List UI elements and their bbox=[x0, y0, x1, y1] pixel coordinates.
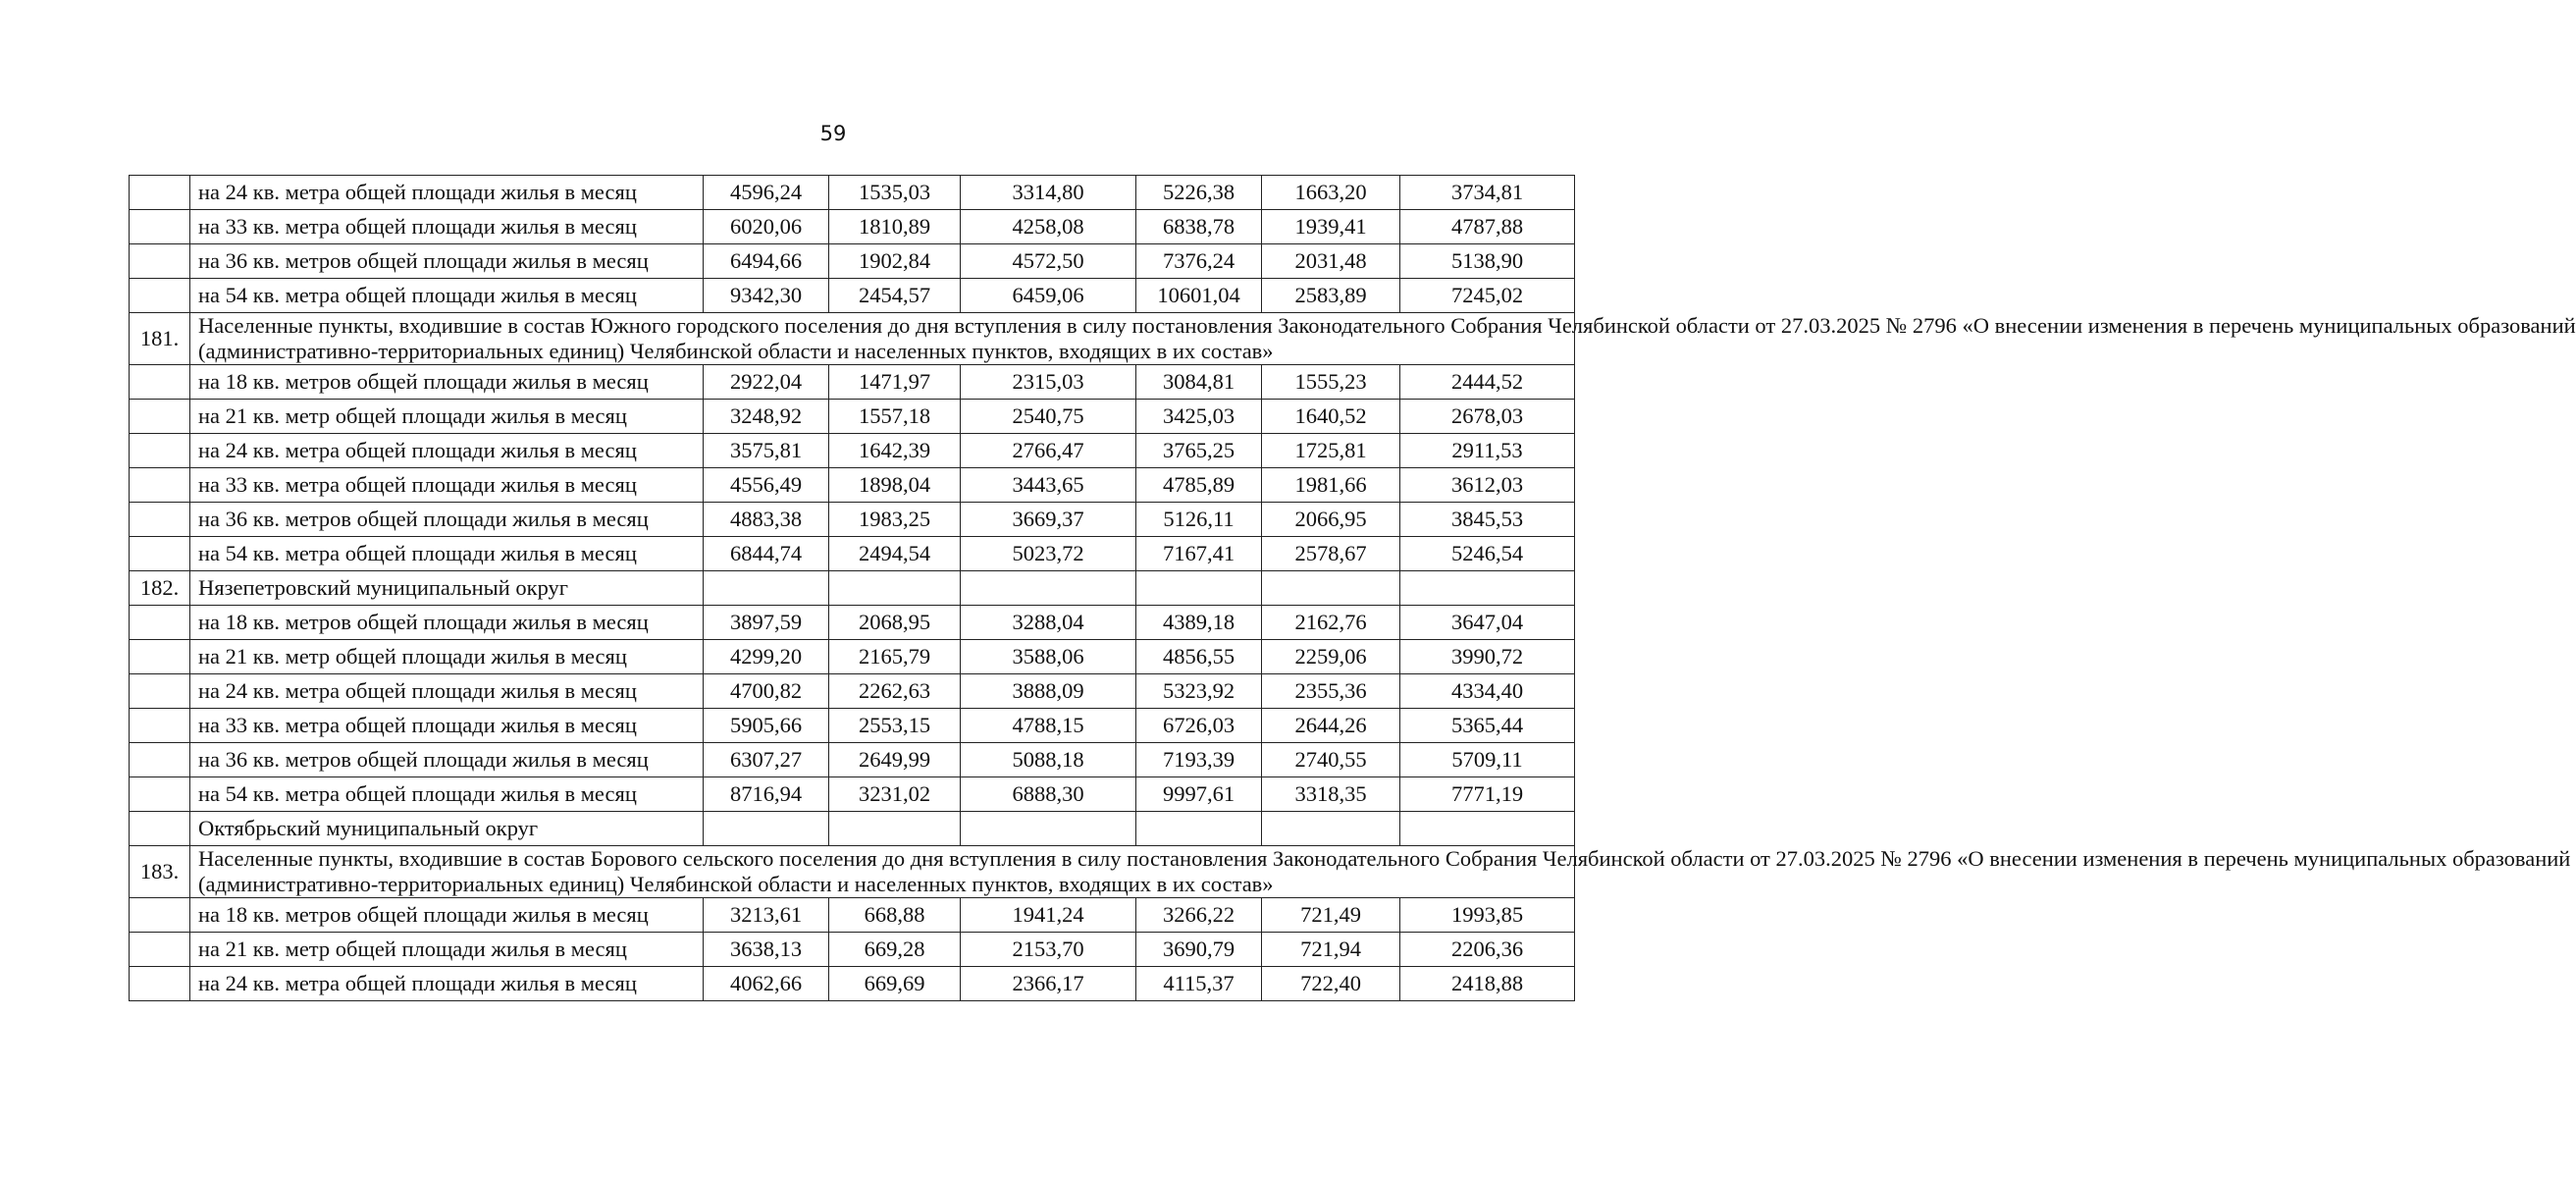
section-description bbox=[190, 846, 2571, 898]
row-number bbox=[130, 967, 190, 1001]
value-cell: 2766,47 bbox=[961, 434, 1136, 468]
value-cell bbox=[704, 571, 829, 606]
row-label: на 36 кв. метров общей площади жилья в месяц bbox=[190, 503, 704, 537]
row-number bbox=[130, 468, 190, 503]
table-row bbox=[130, 279, 1575, 313]
table-row bbox=[130, 434, 1575, 468]
section-header-row bbox=[130, 846, 1575, 898]
row-number: 183. bbox=[130, 846, 190, 898]
value-cell bbox=[1400, 812, 1575, 846]
value-cell bbox=[961, 571, 1136, 606]
value-cell: 1555,23 bbox=[1262, 365, 1400, 400]
value-cell: 3213,61 bbox=[704, 898, 829, 933]
row-label: Нязепетровский муниципальный округ bbox=[190, 571, 704, 606]
row-label: на 24 кв. метра общей площади жилья в месяц bbox=[190, 176, 704, 210]
value-cell bbox=[1400, 571, 1575, 606]
value-cell: 2262,63 bbox=[829, 674, 961, 709]
table-body bbox=[130, 176, 2576, 1001]
table-row bbox=[130, 244, 1575, 279]
value-cell bbox=[829, 812, 961, 846]
value-cell: 5323,92 bbox=[1136, 674, 1262, 709]
value-cell: 10601,04 bbox=[1136, 279, 1262, 313]
value-cell: 722,40 bbox=[1262, 967, 1400, 1001]
value-cell: 3231,02 bbox=[829, 777, 961, 812]
row-number bbox=[130, 743, 190, 777]
section-description-text: Населенные пункты, входившие в состав Борового сельского поселения до дня вступления в силу постановления Законодательного Собрания Челябинской области от 27.03.2025 № 2796 «О внесении изменения в перечень муниципальных образований bbox=[198, 846, 2571, 871]
table-row bbox=[130, 743, 1575, 777]
value-cell: 721,49 bbox=[1262, 898, 1400, 933]
value-cell: 3765,25 bbox=[1136, 434, 1262, 468]
row-label: на 33 кв. метра общей площади жилья в месяц bbox=[190, 210, 704, 244]
value-cell: 5365,44 bbox=[1400, 709, 1575, 743]
value-cell: 2165,79 bbox=[829, 640, 961, 674]
row-label: на 36 кв. метров общей площади жилья в месяц bbox=[190, 244, 704, 279]
value-cell: 9997,61 bbox=[1136, 777, 1262, 812]
table-row bbox=[130, 640, 1575, 674]
value-cell: 4787,88 bbox=[1400, 210, 1575, 244]
value-cell: 2162,76 bbox=[1262, 606, 1400, 640]
value-cell: 4258,08 bbox=[961, 210, 1136, 244]
value-cell: 6020,06 bbox=[704, 210, 829, 244]
value-cell: 5138,90 bbox=[1400, 244, 1575, 279]
value-cell: 7771,19 bbox=[1400, 777, 1575, 812]
row-label: Октябрьский муниципальный округ bbox=[190, 812, 704, 846]
value-cell: 1898,04 bbox=[829, 468, 961, 503]
table-row bbox=[130, 606, 1575, 640]
value-cell bbox=[961, 812, 1136, 846]
table-row bbox=[130, 967, 1575, 1001]
value-cell: 668,88 bbox=[829, 898, 961, 933]
row-label: на 54 кв. метра общей площади жилья в месяц bbox=[190, 279, 704, 313]
value-cell: 5246,54 bbox=[1400, 537, 1575, 571]
value-cell: 2066,95 bbox=[1262, 503, 1400, 537]
row-label: на 36 кв. метров общей площади жилья в месяц bbox=[190, 743, 704, 777]
table-row bbox=[130, 176, 1575, 210]
table-row bbox=[130, 210, 1575, 244]
value-cell: 6838,78 bbox=[1136, 210, 1262, 244]
value-cell: 1983,25 bbox=[829, 503, 961, 537]
table-row bbox=[130, 898, 1575, 933]
value-cell: 4572,50 bbox=[961, 244, 1136, 279]
value-cell: 6459,06 bbox=[961, 279, 1136, 313]
row-number bbox=[130, 606, 190, 640]
value-cell: 3647,04 bbox=[1400, 606, 1575, 640]
value-cell: 1993,85 bbox=[1400, 898, 1575, 933]
row-number bbox=[130, 898, 190, 933]
value-cell: 4334,40 bbox=[1400, 674, 1575, 709]
value-cell: 5226,38 bbox=[1136, 176, 1262, 210]
row-number bbox=[130, 933, 190, 967]
table-row bbox=[130, 674, 1575, 709]
value-cell bbox=[1136, 812, 1262, 846]
table-row bbox=[130, 709, 1575, 743]
value-cell: 2259,06 bbox=[1262, 640, 1400, 674]
row-number bbox=[130, 503, 190, 537]
value-cell: 669,28 bbox=[829, 933, 961, 967]
row-number bbox=[130, 537, 190, 571]
value-cell: 6888,30 bbox=[961, 777, 1136, 812]
section-description-last-line: (административно-территориальных единиц) Челябинской области и населенных пунктов, входящих в их состав» bbox=[198, 872, 1274, 896]
value-cell: 2444,52 bbox=[1400, 365, 1575, 400]
table-row bbox=[130, 777, 1575, 812]
value-cell: 4856,55 bbox=[1136, 640, 1262, 674]
value-cell: 2740,55 bbox=[1262, 743, 1400, 777]
row-number bbox=[130, 244, 190, 279]
value-cell: 3990,72 bbox=[1400, 640, 1575, 674]
value-cell: 4596,24 bbox=[704, 176, 829, 210]
value-cell: 3669,37 bbox=[961, 503, 1136, 537]
value-cell bbox=[704, 812, 829, 846]
value-cell bbox=[1136, 571, 1262, 606]
value-cell: 6844,74 bbox=[704, 537, 829, 571]
value-cell: 3314,80 bbox=[961, 176, 1136, 210]
value-cell: 4785,89 bbox=[1136, 468, 1262, 503]
value-cell: 4883,38 bbox=[704, 503, 829, 537]
value-cell: 2153,70 bbox=[961, 933, 1136, 967]
value-cell: 9342,30 bbox=[704, 279, 829, 313]
page-number: 59 bbox=[819, 122, 847, 145]
row-number bbox=[130, 279, 190, 313]
value-cell: 4115,37 bbox=[1136, 967, 1262, 1001]
value-cell: 3443,65 bbox=[961, 468, 1136, 503]
value-cell: 3425,03 bbox=[1136, 400, 1262, 434]
row-label: на 54 кв. метра общей площади жилья в месяц bbox=[190, 777, 704, 812]
section-header-row bbox=[130, 313, 1575, 365]
value-cell: 1642,39 bbox=[829, 434, 961, 468]
table-row bbox=[130, 537, 1575, 571]
row-label: на 24 кв. метра общей площади жилья в месяц bbox=[190, 674, 704, 709]
value-cell: 6494,66 bbox=[704, 244, 829, 279]
value-cell: 1535,03 bbox=[829, 176, 961, 210]
value-cell: 5023,72 bbox=[961, 537, 1136, 571]
value-cell: 4389,18 bbox=[1136, 606, 1262, 640]
row-label: на 24 кв. метра общей площади жилья в месяц bbox=[190, 967, 704, 1001]
value-cell: 2315,03 bbox=[961, 365, 1136, 400]
value-cell: 2355,36 bbox=[1262, 674, 1400, 709]
table-row bbox=[130, 400, 1575, 434]
value-cell: 3318,35 bbox=[1262, 777, 1400, 812]
value-cell: 7167,41 bbox=[1136, 537, 1262, 571]
value-cell: 2068,95 bbox=[829, 606, 961, 640]
value-cell: 2911,53 bbox=[1400, 434, 1575, 468]
table-row bbox=[130, 933, 1575, 967]
row-label: на 33 кв. метра общей площади жилья в месяц bbox=[190, 468, 704, 503]
row-number bbox=[130, 434, 190, 468]
value-cell: 1810,89 bbox=[829, 210, 961, 244]
value-cell: 2494,54 bbox=[829, 537, 961, 571]
value-cell: 1640,52 bbox=[1262, 400, 1400, 434]
value-cell: 1939,41 bbox=[1262, 210, 1400, 244]
row-number bbox=[130, 640, 190, 674]
value-cell: 2553,15 bbox=[829, 709, 961, 743]
value-cell: 3248,92 bbox=[704, 400, 829, 434]
table-row bbox=[130, 812, 1575, 846]
row-number bbox=[130, 400, 190, 434]
value-cell bbox=[829, 571, 961, 606]
value-cell: 5905,66 bbox=[704, 709, 829, 743]
row-label: на 24 кв. метра общей площади жилья в месяц bbox=[190, 434, 704, 468]
value-cell: 2366,17 bbox=[961, 967, 1136, 1001]
value-cell: 2031,48 bbox=[1262, 244, 1400, 279]
value-cell: 1725,81 bbox=[1262, 434, 1400, 468]
value-cell: 3888,09 bbox=[961, 674, 1136, 709]
value-cell: 3897,59 bbox=[704, 606, 829, 640]
row-number bbox=[130, 777, 190, 812]
value-cell: 4700,82 bbox=[704, 674, 829, 709]
value-cell: 3266,22 bbox=[1136, 898, 1262, 933]
value-cell: 1941,24 bbox=[961, 898, 1136, 933]
value-cell: 4556,49 bbox=[704, 468, 829, 503]
row-label: на 54 кв. метра общей площади жилья в месяц bbox=[190, 537, 704, 571]
table-row bbox=[130, 571, 1575, 606]
table-row bbox=[130, 365, 1575, 400]
value-cell: 1663,20 bbox=[1262, 176, 1400, 210]
row-label: на 18 кв. метров общей площади жилья в месяц bbox=[190, 898, 704, 933]
value-cell: 3734,81 bbox=[1400, 176, 1575, 210]
value-cell: 7245,02 bbox=[1400, 279, 1575, 313]
value-cell: 2583,89 bbox=[1262, 279, 1400, 313]
row-number bbox=[130, 674, 190, 709]
table-row bbox=[130, 503, 1575, 537]
section-description-last-line: (административно-территориальных единиц) Челябинской области и населенных пунктов, входящих в их состав» bbox=[198, 339, 1274, 363]
value-cell: 3084,81 bbox=[1136, 365, 1262, 400]
value-cell: 1902,84 bbox=[829, 244, 961, 279]
value-cell: 3612,03 bbox=[1400, 468, 1575, 503]
value-cell: 5088,18 bbox=[961, 743, 1136, 777]
tariff-table bbox=[129, 175, 2576, 1001]
value-cell: 1981,66 bbox=[1262, 468, 1400, 503]
value-cell: 2578,67 bbox=[1262, 537, 1400, 571]
value-cell: 3690,79 bbox=[1136, 933, 1262, 967]
row-label: на 21 кв. метр общей площади жилья в месяц bbox=[190, 640, 704, 674]
row-number bbox=[130, 176, 190, 210]
value-cell: 3288,04 bbox=[961, 606, 1136, 640]
value-cell: 2540,75 bbox=[961, 400, 1136, 434]
row-number bbox=[130, 709, 190, 743]
row-number: 182. bbox=[130, 571, 190, 606]
value-cell: 6726,03 bbox=[1136, 709, 1262, 743]
value-cell: 3575,81 bbox=[704, 434, 829, 468]
row-label: на 33 кв. метра общей площади жилья в месяц bbox=[190, 709, 704, 743]
value-cell bbox=[1262, 812, 1400, 846]
value-cell: 5126,11 bbox=[1136, 503, 1262, 537]
row-label: на 18 кв. метров общей площади жилья в месяц bbox=[190, 606, 704, 640]
value-cell: 7193,39 bbox=[1136, 743, 1262, 777]
row-number bbox=[130, 365, 190, 400]
row-number bbox=[130, 812, 190, 846]
value-cell: 3845,53 bbox=[1400, 503, 1575, 537]
value-cell: 2206,36 bbox=[1400, 933, 1575, 967]
section-description-text: Населенные пункты, входившие в состав Южного городского поселения до дня вступления в силу постановления Законодательного Собрания Челябинской области от 27.03.2025 № 2796 «О внесении изменения в перечень муниципальных образований bbox=[198, 313, 2576, 338]
value-cell: 669,69 bbox=[829, 967, 961, 1001]
value-cell: 1471,97 bbox=[829, 365, 961, 400]
row-label: на 21 кв. метр общей площади жилья в месяц bbox=[190, 933, 704, 967]
value-cell: 2678,03 bbox=[1400, 400, 1575, 434]
value-cell: 8716,94 bbox=[704, 777, 829, 812]
row-number: 181. bbox=[130, 313, 190, 365]
value-cell: 4299,20 bbox=[704, 640, 829, 674]
value-cell: 3588,06 bbox=[961, 640, 1136, 674]
value-cell: 2644,26 bbox=[1262, 709, 1400, 743]
value-cell: 3638,13 bbox=[704, 933, 829, 967]
value-cell: 2649,99 bbox=[829, 743, 961, 777]
value-cell: 5709,11 bbox=[1400, 743, 1575, 777]
table-row bbox=[130, 468, 1575, 503]
row-label: на 21 кв. метр общей площади жилья в месяц bbox=[190, 400, 704, 434]
value-cell: 4788,15 bbox=[961, 709, 1136, 743]
value-cell: 6307,27 bbox=[704, 743, 829, 777]
row-number bbox=[130, 210, 190, 244]
row-label: на 18 кв. метров общей площади жилья в месяц bbox=[190, 365, 704, 400]
value-cell: 7376,24 bbox=[1136, 244, 1262, 279]
value-cell bbox=[1262, 571, 1400, 606]
value-cell: 2922,04 bbox=[704, 365, 829, 400]
section-description bbox=[190, 313, 2576, 365]
value-cell: 2418,88 bbox=[1400, 967, 1575, 1001]
value-cell: 4062,66 bbox=[704, 967, 829, 1001]
value-cell: 721,94 bbox=[1262, 933, 1400, 967]
value-cell: 2454,57 bbox=[829, 279, 961, 313]
value-cell: 1557,18 bbox=[829, 400, 961, 434]
